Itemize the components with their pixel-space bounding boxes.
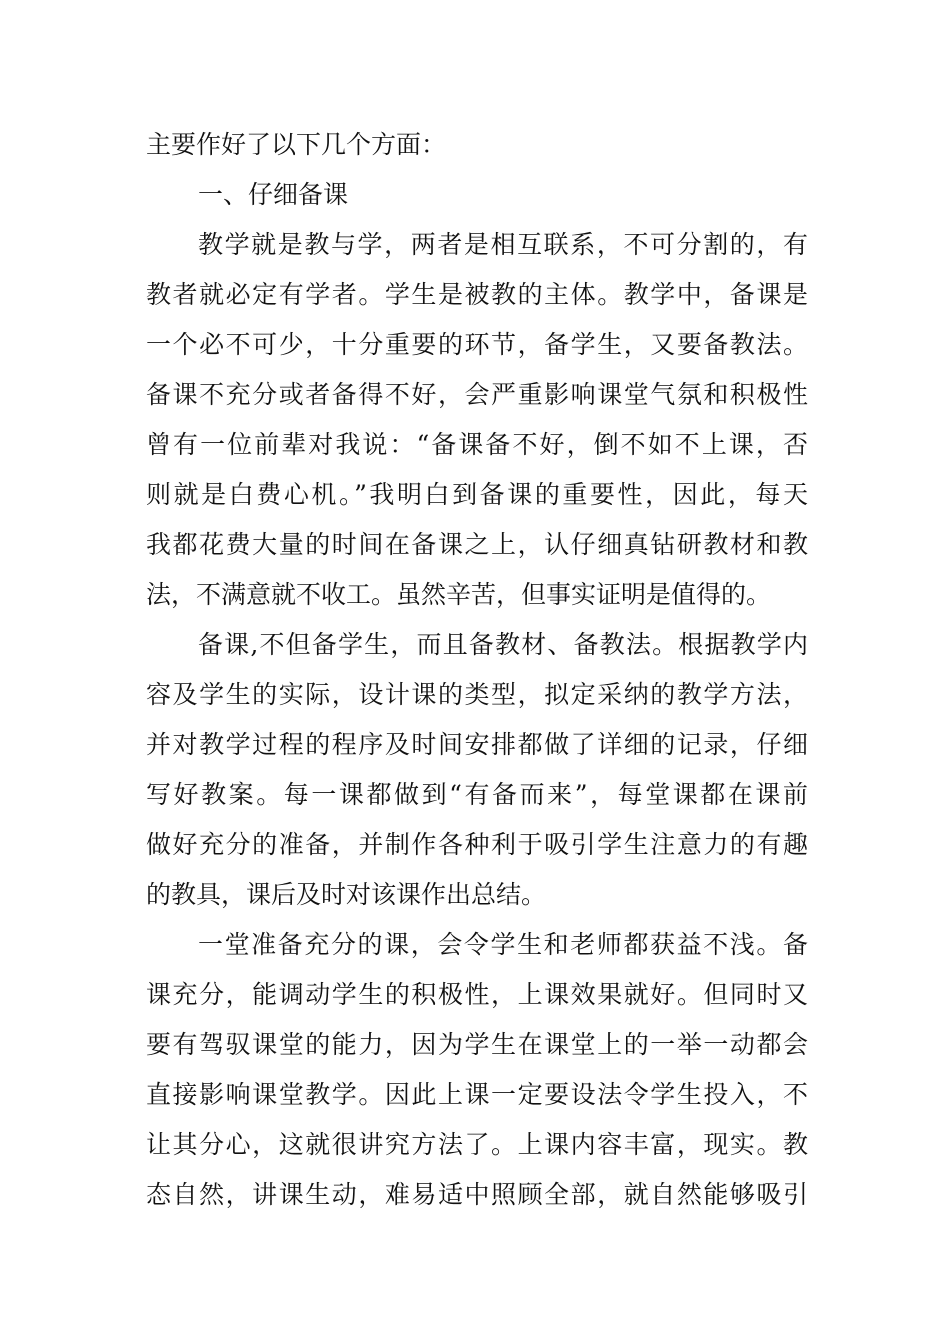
text-line: 态自然，讲课生动，难易适中照顾全部，就自然能够吸引 [146, 1180, 808, 1209]
text-line: 主要作好了以下几个方面： [146, 130, 447, 159]
text-line: 并对教学过程的程序及时间安排都做了详细的记录，仔细 [146, 730, 808, 759]
text-line: 教学就是教与学，两者是相互联系，不可分割的，有 [198, 230, 808, 259]
text-line: 教者就必定有学者。学生是被教的主体。教学中，备课是 [146, 280, 808, 309]
text-line: 曾有一位前辈对我说：“备课备不好，倒不如不上课，否 [146, 430, 808, 459]
document-body [146, 120, 808, 1220]
text-line: 我都花费大量的时间在备课之上，认仔细真钻研教材和教 [146, 530, 808, 559]
text-line: 备课,不但备学生，而且备教材、备教法。根据教学内 [198, 630, 808, 659]
text-line: 则就是白费心机。”我明白到备课的重要性，因此，每天 [146, 480, 808, 509]
text-line: 做好充分的准备，并制作各种利于吸引学生注意力的有趣 [146, 830, 808, 859]
text-line: 一个必不可少，十分重要的环节，备学生，又要备教法。 [146, 330, 808, 359]
text-line: 一堂准备充分的课，会令学生和老师都获益不浅。备 [198, 930, 808, 959]
text-line: 法，不满意就不收工。虽然辛苦，但事实证明是值得的。 [146, 580, 772, 609]
text-line: 一、仔细备课 [198, 180, 349, 209]
text-line: 容及学生的实际，设计课的类型，拟定采纳的教学方法， [146, 680, 808, 709]
text-line: 的教具，课后及时对该课作出总结。 [146, 880, 547, 909]
text-line: 课充分，能调动学生的积极性，上课效果就好。但同时又 [146, 980, 808, 1009]
text-line: 要有驾驭课堂的能力，因为学生在课堂上的一举一动都会 [146, 1030, 808, 1059]
text-line: 写好教案。每一课都做到“有备而来”，每堂课都在课前 [146, 780, 808, 809]
text-line: 直接影响课堂教学。因此上课一定要设法令学生投入，不 [146, 1080, 808, 1109]
text-line: 让其分心，这就很讲究方法了。上课内容丰富，现实。教 [146, 1130, 808, 1159]
text-line: 备课不充分或者备得不好，会严重影响课堂气氛和积极性 [146, 380, 808, 409]
